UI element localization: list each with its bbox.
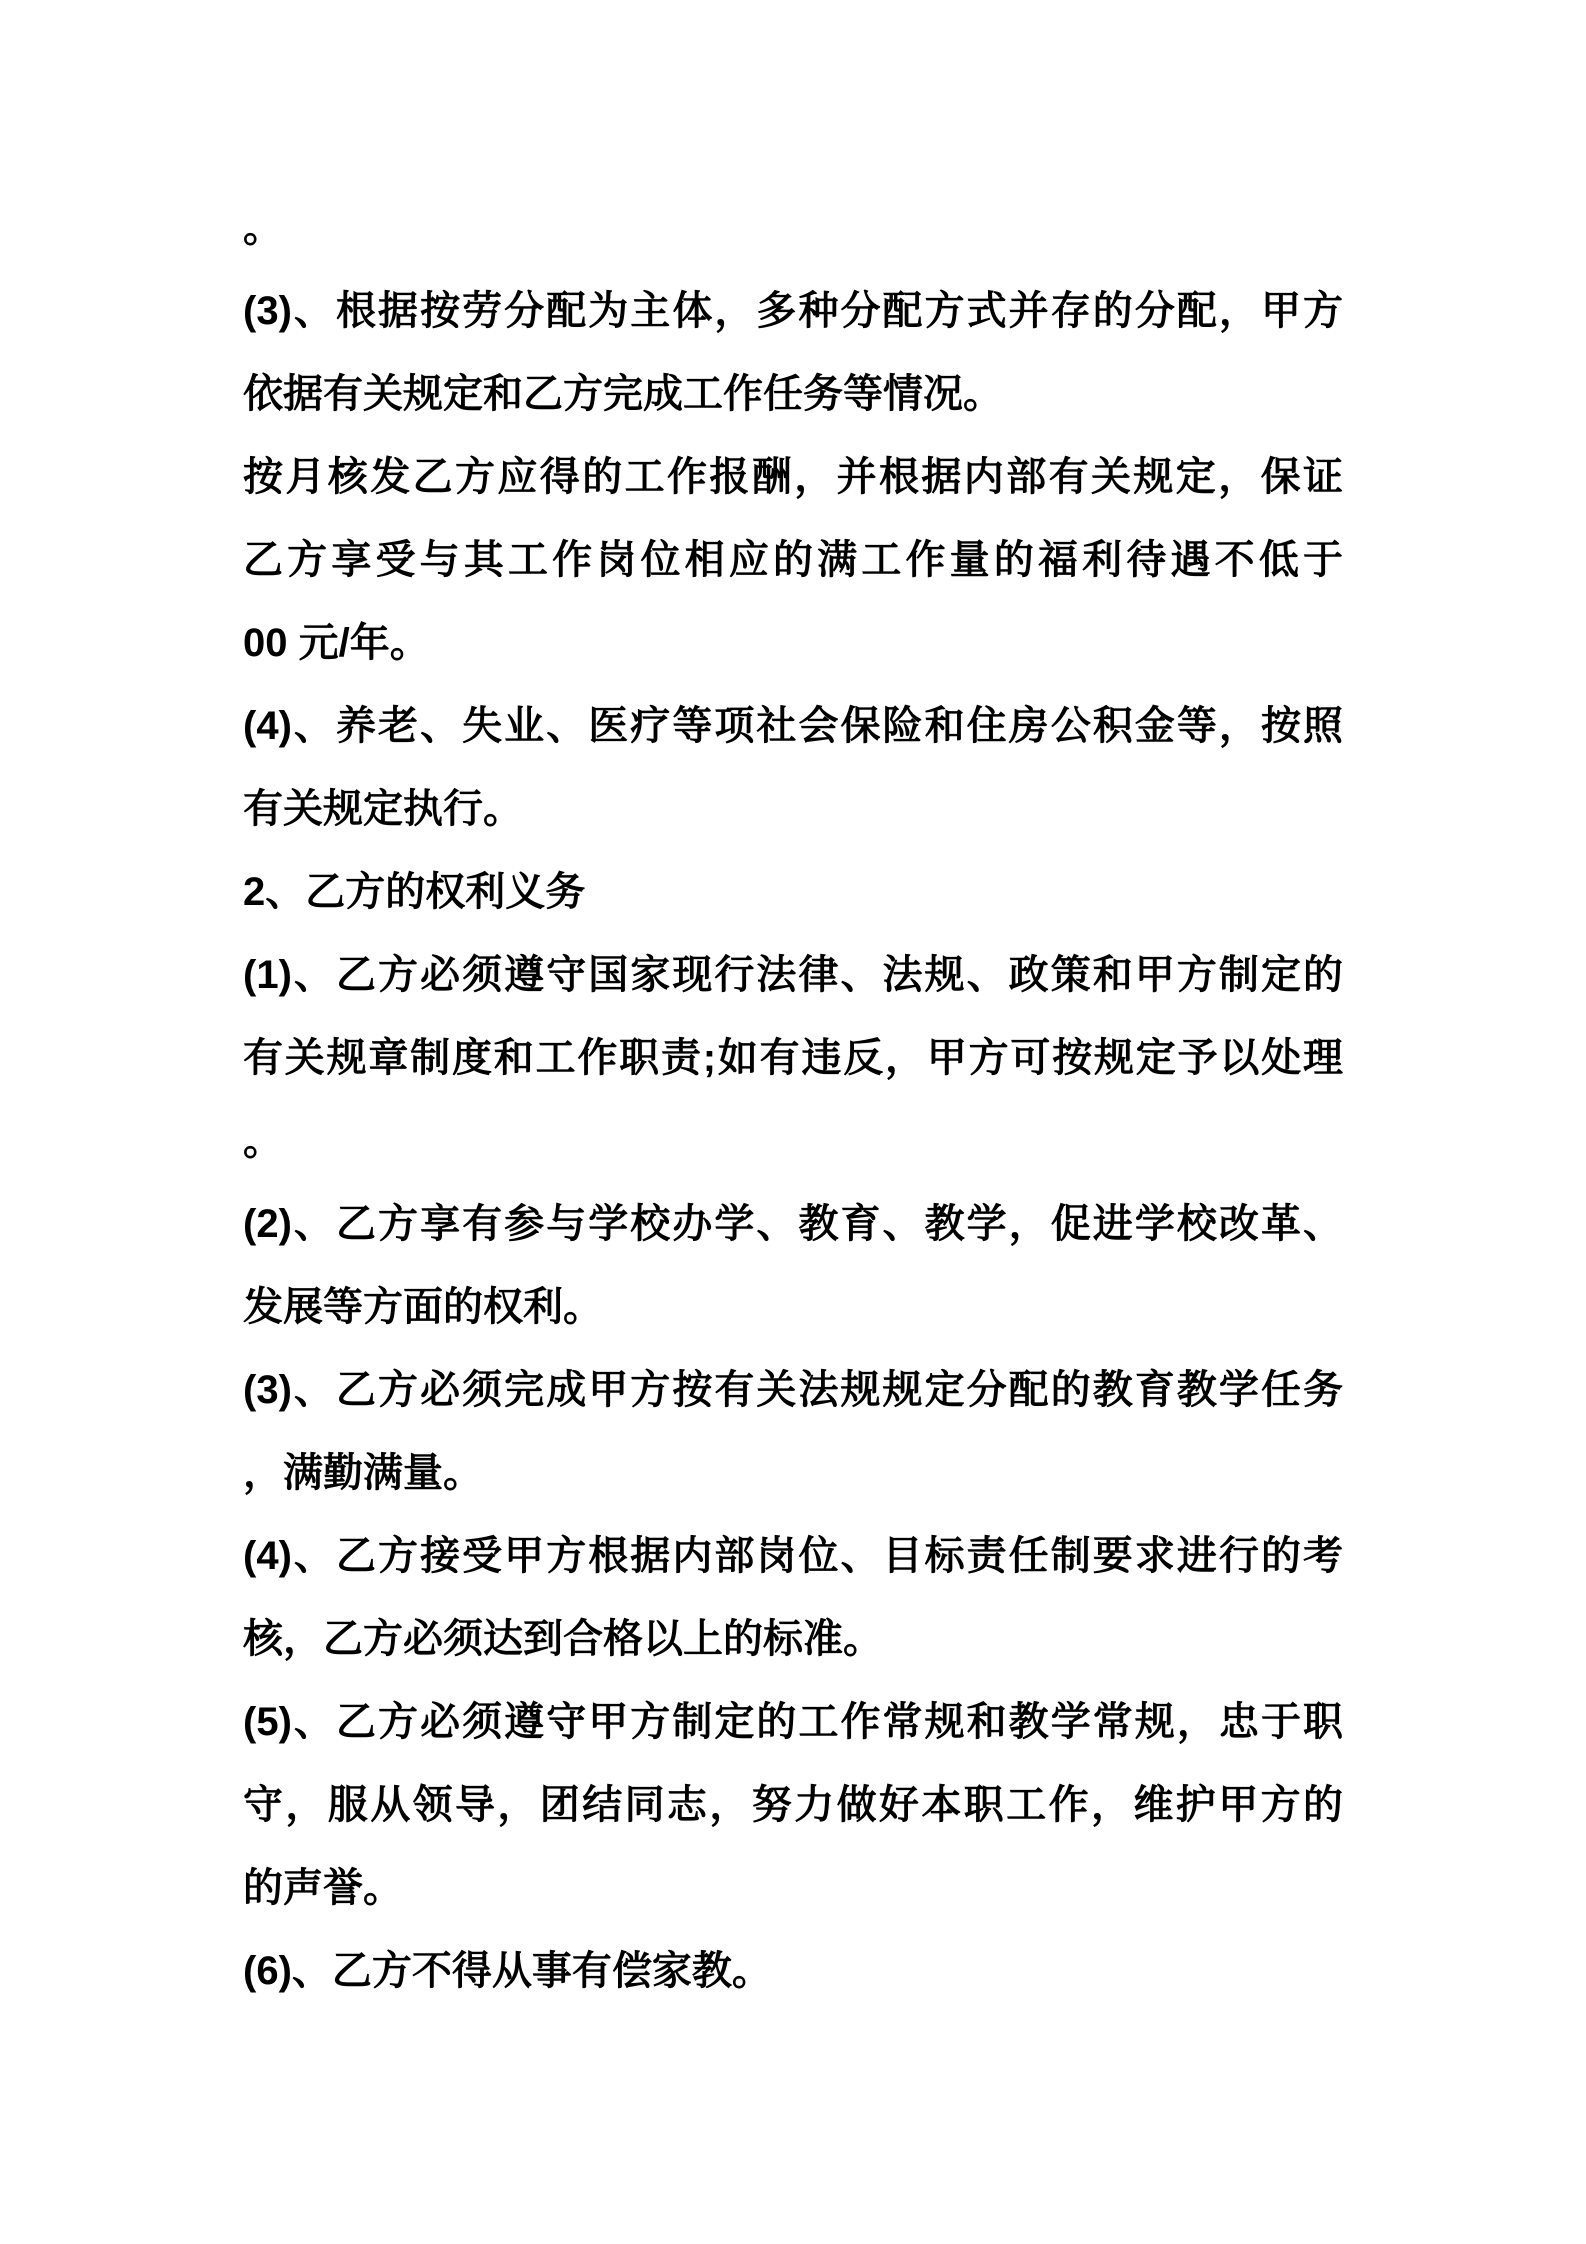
document-line: (4)、乙方接受甲方根据内部岗位、目标责任制要求进行的考 (243, 1534, 1343, 1578)
document-line: (1)、乙方必须遵守国家现行法律、法规、政策和甲方制定的 (243, 953, 1343, 997)
document-line: 的声誉。 (243, 1866, 403, 1910)
document-line: 2、乙方的权利义务 (243, 870, 586, 914)
document-line: (4)、养老、失业、医疗等项社会保险和住房公积金等，按照 (243, 704, 1343, 748)
document-line: 乙方享受与其工作岗位相应的满工作量的福利待遇不低于 (243, 538, 1343, 582)
document-line: 发展等方面的权利。 (243, 1285, 603, 1329)
document-line: (5)、乙方必须遵守甲方制定的工作常规和教学常规，忠于职 (243, 1700, 1343, 1744)
document-line: 。 (243, 1119, 283, 1163)
document-line: 。 (243, 206, 283, 250)
document-line: 守，服从领导，团结同志，努力做好本职工作，维护甲方的 (243, 1783, 1343, 1827)
document-line: 核，乙方必须达到合格以上的标准。 (243, 1617, 883, 1661)
document-line: (3)、乙方必须完成甲方按有关法规规定分配的教育教学任务 (243, 1368, 1343, 1412)
document-text (243, 187, 1343, 2013)
document-line: 依据有关规定和乙方完成工作任务等情况。 (243, 372, 1003, 416)
document-line: 按月核发乙方应得的工作报酬，并根据内部有关规定，保证 (243, 455, 1343, 499)
document-line: (2)、乙方享有参与学校办学、教育、教学，促进学校改革、 (243, 1202, 1343, 1246)
document-line: 有关规章制度和工作职责;如有违反，甲方可按规定予以处理 (243, 1036, 1343, 1080)
document-line: 00 元/年。 (243, 621, 430, 665)
document-line: 有关规定执行。 (243, 787, 523, 831)
document-line: ，满勤满量。 (243, 1451, 483, 1495)
document-line: (3)、根据按劳分配为主体，多种分配方式并存的分配，甲方 (243, 289, 1343, 333)
document-line: (6)、乙方不得从事有偿家教。 (243, 1949, 772, 1993)
